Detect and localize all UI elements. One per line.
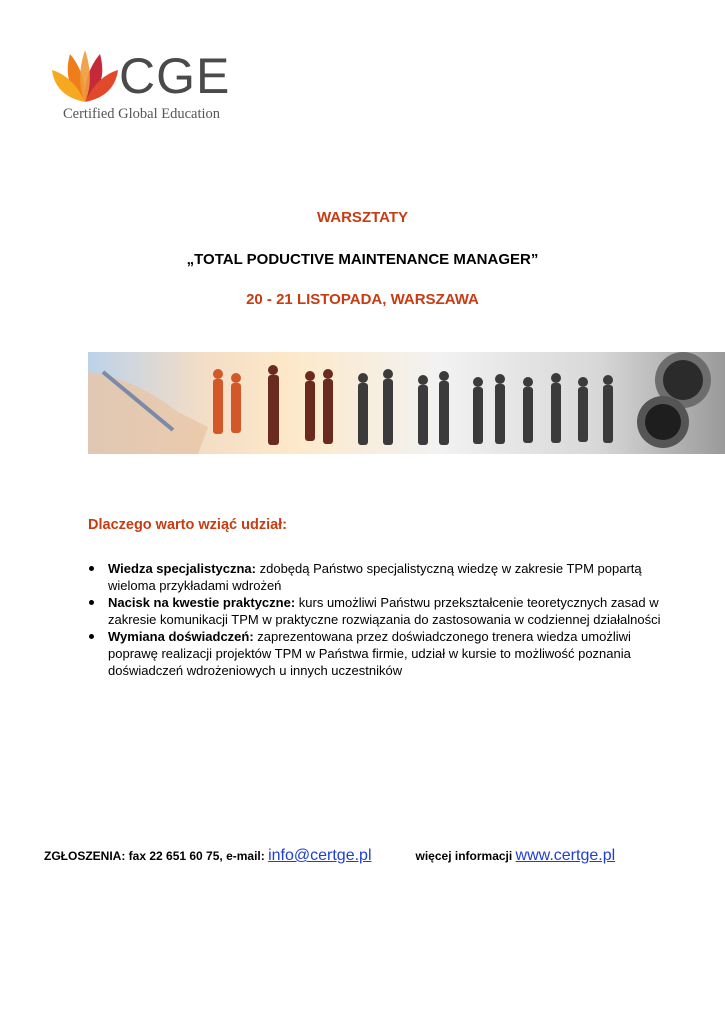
website-link[interactable]: www.certge.pl (515, 847, 616, 864)
business-people-banner (88, 352, 725, 454)
benefit-title: Wiedza specjalistyczna: (108, 561, 256, 576)
workshop-date-place: 20 - 21 LISTOPADA, WARSZAWA (246, 291, 479, 308)
bullet-icon (89, 566, 94, 571)
bullet-icon (89, 600, 94, 605)
benefit-text: kurs umożliwi Państwu przekształcenie teoretycznych zasad w zakresie komunikacji TPM w praktyczne rozwiązania do zastosowania w codziennej działalności (108, 595, 661, 627)
benefit-title: Wymiana doświadczeń: (108, 629, 254, 644)
logo-letters: CGE (119, 48, 231, 104)
footer-contact (44, 847, 694, 865)
list-item (88, 628, 678, 679)
logo-subtitle: Certified Global Education (63, 106, 221, 122)
benefits-list (88, 560, 678, 679)
list-item (88, 594, 678, 628)
workshop-title: „TOTAL PODUCTIVE MAINTENANCE MANAGER” (186, 251, 539, 268)
benefit-text: zaprezentowana przez doświadczonego trenera wiedza umożliwi poprawę realizacji projektów TPM w Państwa firmie, udział w kursie to możliwość poznania doświadczeń wdrożeniowych u innych uczestników (108, 629, 631, 678)
benefit-title: Nacisk na kwestie praktyczne: (108, 595, 296, 610)
list-item (88, 560, 678, 594)
lotus-icon (50, 46, 120, 106)
cge-logo (50, 46, 250, 126)
workshop-label: WARSZTATY (316, 209, 409, 226)
registration-label: ZGŁOSZENIA: fax 22 651 60 75, e-mail: (44, 849, 269, 863)
benefit-text: zdobędą Państwo specjalistyczną wiedzę w zakresie TPM popartą wieloma przykładami wdrożeń (108, 561, 642, 593)
email-link[interactable]: info@certge.pl (268, 847, 372, 864)
bullet-icon (89, 634, 94, 639)
why-heading: Dlaczego warto wziąć udział: (88, 517, 288, 533)
more-info-label: więcej informacji (415, 849, 516, 863)
